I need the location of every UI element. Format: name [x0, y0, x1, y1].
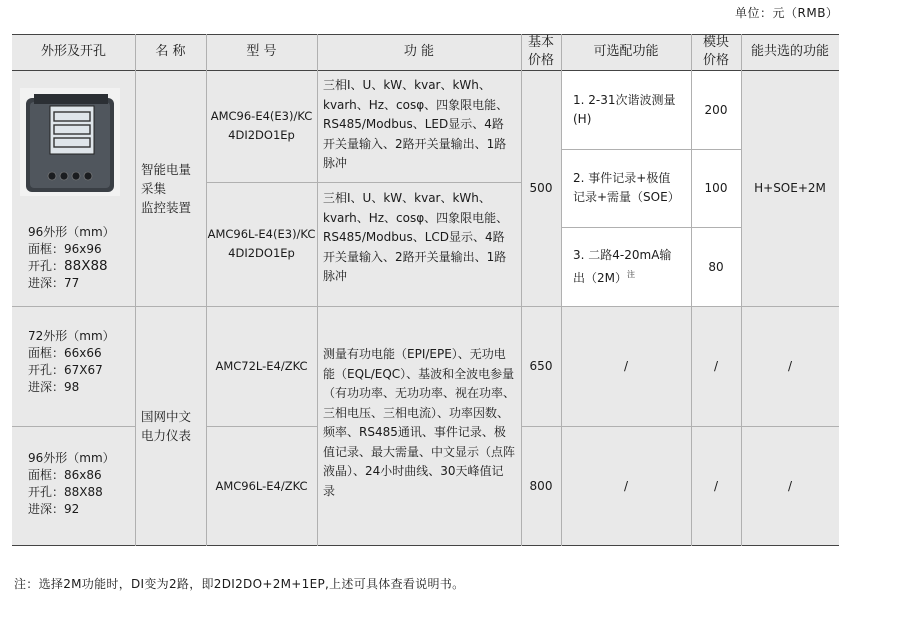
group1-combinable: H+SOE+2M: [754, 181, 826, 195]
group1-product-name: 智能电量 采集 监控装置: [141, 161, 192, 215]
group2-row1-combinable: /: [787, 359, 793, 373]
header-appearance: 外形及开孔: [12, 34, 135, 70]
group2-row2-module-price: /: [713, 479, 719, 493]
option-harmonic: 1. 2-31次谐波测量(H): [573, 92, 676, 126]
header-function: 功 能: [317, 34, 521, 70]
group1-model-a: AMC96-E4(E3)/KC 4DI2DO1Ep: [210, 109, 313, 142]
group2-row1-depth: 进深：98: [28, 380, 80, 394]
group2-row1-specs: [28, 328, 135, 396]
group2-row2-base-price: 800: [529, 479, 553, 493]
group2-row2-combinable: /: [787, 479, 793, 493]
group2-row1-base-price: 650: [529, 359, 553, 373]
option-analog-output-text: 3. 二路4-20mA输出（2M）: [573, 247, 672, 285]
group2-row2-model: AMC96L-E4/ZKC: [215, 479, 308, 493]
group2-row2-option: /: [623, 479, 629, 493]
option-analog-output: [561, 227, 691, 306]
unit-label: 单位：元（RMB）: [735, 6, 839, 20]
group2-row1-option: /: [623, 359, 629, 373]
group2-product-name: 国网中文 电力仪表: [141, 409, 192, 443]
footnote: 注：选择2M功能时，DI变为2路，即2DI2DO+2M+1EP,上述可具体查看说明书。: [14, 577, 465, 591]
group2-row2-specs: [28, 450, 135, 518]
option-soe-price: 100: [704, 181, 728, 195]
group2-row2-size-title: 96外形（mm）: [28, 451, 115, 465]
group2-row1-cutout: 开孔：67X67: [28, 363, 103, 377]
group1-size-title: 96外形（mm）: [28, 225, 115, 239]
group1-specs: [28, 224, 135, 292]
option-analog-output-note-mark: 注: [627, 269, 635, 279]
group1-function-b: 三相I、U、kW、kvar、kWh、kvarh、Hz、cosφ、四象限电能、RS485/Modbus、LCD显示、4路开关量输入、2路开关量输出、1路脉冲: [323, 191, 509, 283]
group1-cutout-label: 开孔：: [28, 259, 65, 273]
group2-row2-depth: 进深：92: [28, 502, 80, 516]
header-module-price: 模块 价格: [691, 34, 741, 70]
group1-base-price: 500: [529, 181, 553, 195]
group1-frame: 面框：96x96: [28, 242, 102, 256]
group2-row1-frame: 面框：66x66: [28, 346, 102, 360]
power-meter-image: [20, 88, 120, 196]
group2-row2-cutout: 开孔：88X88: [28, 485, 103, 499]
group2-row1-module-price: /: [713, 359, 719, 373]
group2-function: 测量有功电能（EPI/EPE）、无功电能（EQL/EQC）、基波和全波电参量（有功功率、无功功率、视在功率、三相电压、三相电流）、功率因数、频率、RS485通讯、事件记录、极值记录、最大需量、中文显示（点阵液晶）、24小时曲线、30天峰值记录: [323, 347, 516, 498]
group2-row1-size-title: 72外形（mm）: [28, 329, 115, 343]
option-analog-output-price: 80: [708, 259, 724, 274]
group1-depth: 进深：77: [28, 276, 80, 290]
group1-function-a: 三相I、U、kW、kvar、kWh、kvarh、Hz、cosφ、四象限电能、RS485/Modbus、LED显示、4路开关量输入、2路开关量输出、1路脉冲: [323, 78, 509, 170]
group1-cutout-value: 88X88: [64, 258, 108, 274]
group2-row1-model: AMC72L-E4/ZKC: [215, 359, 308, 373]
group2-row2-frame: 面框：86x86: [28, 468, 102, 482]
price-table: [12, 34, 839, 546]
option-harmonic-price: 200: [704, 102, 728, 117]
header-optional-function: 可选配功能: [561, 34, 691, 70]
header-combinable: 能共选的功能: [741, 34, 839, 70]
header-base-price: 基本 价格: [521, 34, 561, 70]
group1-model-b: AMC96L-E4(E3)/KC 4DI2DO1Ep: [207, 227, 316, 260]
header-name: 名 称: [135, 34, 206, 70]
option-soe: 2. 事件记录+极值记录+需量（SOE）: [573, 171, 680, 204]
header-model: 型 号: [206, 34, 317, 70]
